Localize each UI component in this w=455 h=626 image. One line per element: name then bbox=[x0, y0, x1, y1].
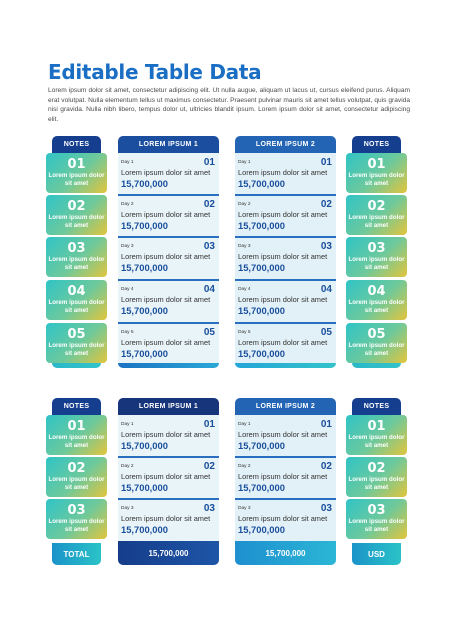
lorem1-header: LOREM IPSUM 1 bbox=[118, 136, 219, 153]
table-row: Day 2 02 Lorem ipsum dolor sit amet 15,700,000 bbox=[238, 199, 332, 231]
note-cell: 03 Lorem ipsum dolor sit amet bbox=[346, 237, 407, 277]
note-cell: 03 Lorem ipsum dolor sit amet bbox=[46, 499, 107, 539]
intro-paragraph: Lorem ipsum dolor sit amet, consectetur adipiscing elit. Ut nulla augue, aliquam ut lacus ut, cursus eleifend purus. Aliquam erat volutpat. Nulla elementum tellus ut maximus consectetur. Praesent pulvinar mauris sit amet tellus volutpat, quis gravida nisi gravida. Nulla nibh libero, tempus dolor ut, ultricies blandit ipsum. Lorem ipsum dolor sit amet, consectetur adipiscing elit. bbox=[48, 87, 410, 123]
notes-header-left: NOTES bbox=[52, 136, 101, 153]
note-cell: 03 Lorem ipsum dolor sit amet bbox=[346, 499, 407, 539]
note-cell: 01 Lorem ipsum dolor sit amet bbox=[46, 153, 107, 193]
table-row: Day 3 03 Lorem ipsum dolor sit amet 15,700,000 bbox=[238, 241, 332, 273]
table-row: Day 1 01 Lorem ipsum dolor sit amet 15,700,000 bbox=[238, 157, 332, 189]
notes-header-right: NOTES bbox=[352, 398, 401, 415]
table-row: Day 1 01 Lorem ipsum dolor sit amet 15,700,000 bbox=[121, 419, 215, 451]
lorem1-column bbox=[118, 415, 219, 541]
notes-header-right: NOTES bbox=[352, 136, 401, 153]
total-label: TOTAL bbox=[52, 543, 101, 565]
note-cell: 02 Lorem ipsum dolor sit amet bbox=[46, 195, 107, 235]
note-cell: 04 Lorem ipsum dolor sit amet bbox=[46, 280, 107, 320]
total-lorem1: 15,700,000 bbox=[118, 541, 219, 565]
note-cell: 03 Lorem ipsum dolor sit amet bbox=[46, 237, 107, 277]
table-row: Day 3 03 Lorem ipsum dolor sit amet 15,700,000 bbox=[121, 503, 215, 535]
notes-footer-bar bbox=[52, 363, 101, 368]
note-cell: 02 Lorem ipsum dolor sit amet bbox=[346, 195, 407, 235]
note-cell: 02 Lorem ipsum dolor sit amet bbox=[46, 457, 107, 497]
lorem1-header: LOREM IPSUM 1 bbox=[118, 398, 219, 415]
lorem2-footer-bar bbox=[235, 363, 336, 368]
note-cell: 01 Lorem ipsum dolor sit amet bbox=[346, 153, 407, 193]
table-row: Day 5 05 Lorem ipsum dolor sit amet 15,700,000 bbox=[238, 327, 332, 359]
table-row: Day 2 02 Lorem ipsum dolor sit amet 15,700,000 bbox=[121, 461, 215, 493]
table-row: Day 2 02 Lorem ipsum dolor sit amet 15,700,000 bbox=[121, 199, 215, 231]
table-row: Day 1 01 Lorem ipsum dolor sit amet 15,700,000 bbox=[238, 419, 332, 451]
table-row: Day 4 04 Lorem ipsum dolor sit amet 15,700,000 bbox=[121, 284, 215, 316]
page-title: Editable Table Data bbox=[48, 60, 262, 84]
lorem2-column bbox=[235, 415, 336, 541]
lorem1-footer-bar bbox=[118, 363, 219, 368]
table-row: Day 2 02 Lorem ipsum dolor sit amet 15,700,000 bbox=[238, 461, 332, 493]
notes-footer-bar bbox=[352, 363, 401, 368]
lorem2-header: LOREM IPSUM 2 bbox=[235, 136, 336, 153]
note-cell: 01 Lorem ipsum dolor sit amet bbox=[46, 415, 107, 455]
table-row: Day 3 03 Lorem ipsum dolor sit amet 15,700,000 bbox=[238, 503, 332, 535]
table-row: Day 4 04 Lorem ipsum dolor sit amet 15,700,000 bbox=[238, 284, 332, 316]
table-row: Day 3 03 Lorem ipsum dolor sit amet 15,700,000 bbox=[121, 241, 215, 273]
notes-header-left: NOTES bbox=[52, 398, 101, 415]
table-row: Day 5 05 Lorem ipsum dolor sit amet 15,700,000 bbox=[121, 327, 215, 359]
lorem1-column bbox=[118, 153, 219, 363]
note-cell: 02 Lorem ipsum dolor sit amet bbox=[346, 457, 407, 497]
total-lorem2: 15,700,000 bbox=[235, 541, 336, 565]
currency-label: USD bbox=[352, 543, 401, 565]
note-cell: 01 Lorem ipsum dolor sit amet bbox=[346, 415, 407, 455]
lorem2-header: LOREM IPSUM 2 bbox=[235, 398, 336, 415]
note-cell: 05 Lorem ipsum dolor sit amet bbox=[346, 323, 407, 363]
lorem2-column bbox=[235, 153, 336, 363]
note-cell: 05 Lorem ipsum dolor sit amet bbox=[46, 323, 107, 363]
note-cell: 04 Lorem ipsum dolor sit amet bbox=[346, 280, 407, 320]
table-row: Day 1 01 Lorem ipsum dolor sit amet 15,700,000 bbox=[121, 157, 215, 189]
